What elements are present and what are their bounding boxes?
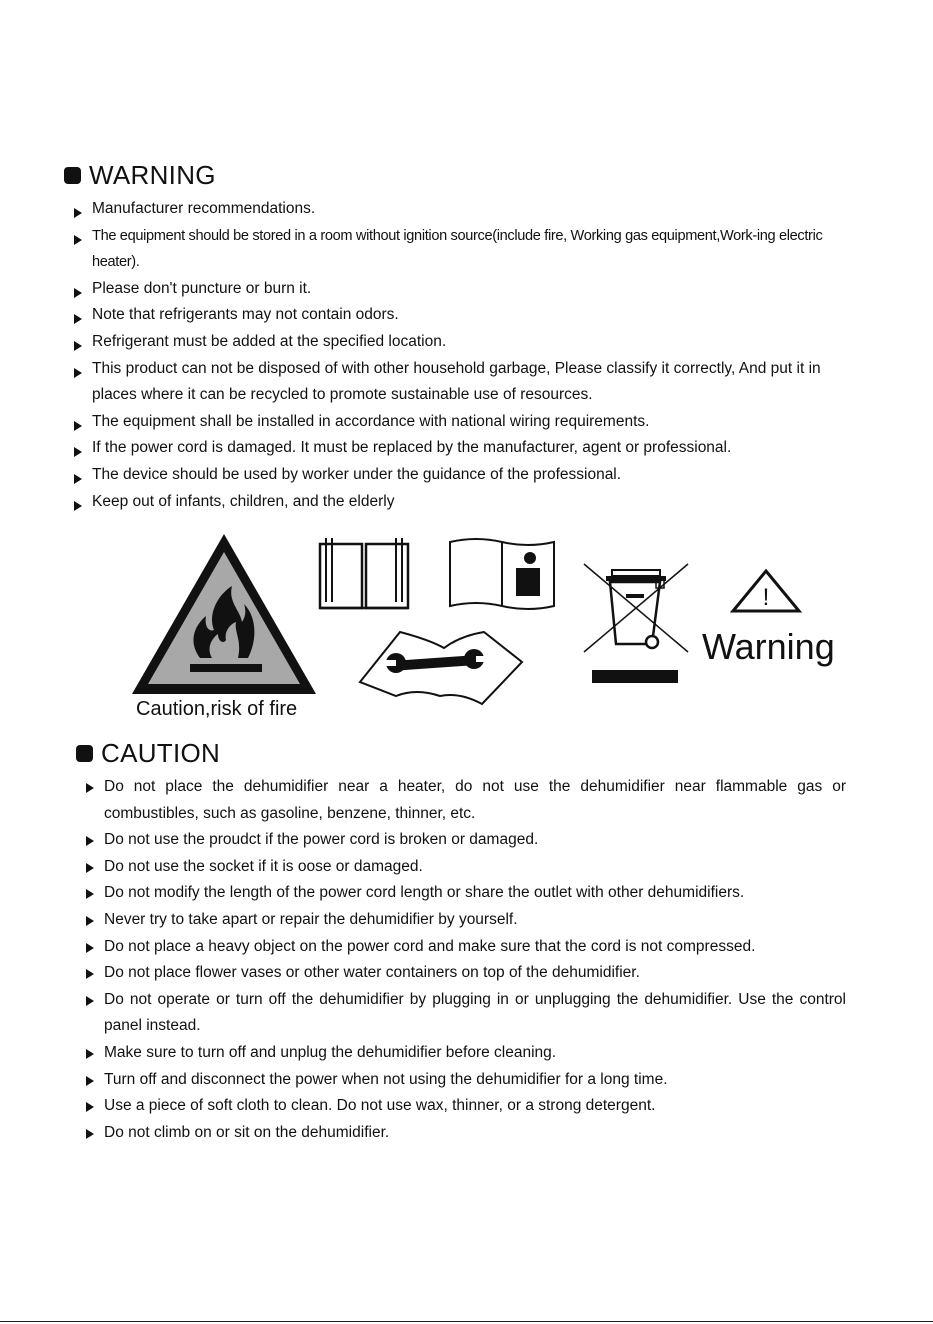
bullet-arrow-icon: [74, 421, 82, 431]
warning-item: Note that refrigerants may not contain odors.: [72, 302, 842, 329]
bullet-dot-icon: [76, 745, 93, 762]
caution-item: Never try to take apart or repair the dehumidifier by yourself.: [84, 907, 846, 934]
info-letter: i: [528, 591, 529, 593]
bullet-arrow-icon: [86, 969, 94, 979]
caution-item: Turn off and disconnect the power when not using the dehumidifier for a long time.: [84, 1067, 846, 1094]
warning-word: Warning: [702, 626, 835, 667]
bullet-arrow-icon: [86, 916, 94, 926]
bullet-arrow-icon: [86, 1102, 94, 1112]
bullet-arrow-icon: [86, 1049, 94, 1059]
caution-item: Do not place flower vases or other water containers on top of the dehumidifier.: [84, 960, 846, 987]
bullet-arrow-icon: [74, 447, 82, 457]
service-manual-icon: [356, 626, 526, 708]
warning-item: Manufacturer recommendations.: [72, 196, 842, 223]
warning-item: The device should be used by worker under the guidance of the professional.: [72, 462, 842, 489]
caution-item: Do not place a heavy object on the power cord and make sure that the cord is not compressed.: [84, 934, 846, 961]
warning-heading: [64, 160, 216, 191]
caution-list: [84, 774, 846, 1146]
caution-heading: [76, 738, 220, 769]
information-manual-icon: [446, 536, 558, 612]
bullet-arrow-icon: [86, 889, 94, 899]
bullet-arrow-icon: [74, 235, 82, 245]
bullet-arrow-icon: [74, 368, 82, 378]
warning-item: Keep out of infants, children, and the elderly: [72, 489, 842, 516]
bullet-arrow-icon: [86, 863, 94, 873]
warning-title: WARNING: [89, 160, 216, 190]
bullet-arrow-icon: [74, 341, 82, 351]
bullet-arrow-icon: [86, 996, 94, 1006]
bullet-arrow-icon: [74, 501, 82, 511]
warning-item: The equipment shall be installed in accordance with national wiring requirements.: [72, 409, 842, 436]
bullet-arrow-icon: [86, 836, 94, 846]
bullet-arrow-icon: [74, 208, 82, 218]
page-bottom-rule: [0, 1321, 933, 1322]
bullet-arrow-icon: [86, 783, 94, 793]
bullet-arrow-icon: [74, 474, 82, 484]
caution-item: Do not use the socket if it is oose or damaged.: [84, 854, 846, 881]
bullet-arrow-icon: [86, 943, 94, 953]
caution-item: Do not use the proudct if the power cord is broken or damaged.: [84, 827, 846, 854]
bullet-arrow-icon: [86, 1129, 94, 1139]
caution-item: Use a piece of soft cloth to clean. Do not use wax, thinner, or a strong detergent.: [84, 1093, 846, 1120]
crossed-bin-icon: [580, 560, 692, 686]
caution-item: Make sure to turn off and unplug the dehumidifier before cleaning.: [84, 1040, 846, 1067]
warning-mark: !: [762, 584, 770, 611]
read-manual-icon: [316, 534, 412, 612]
bullet-arrow-icon: [86, 1076, 94, 1086]
warning-list: [72, 196, 842, 515]
caution-item: Do not place the dehumidifier near a heater, do not use the dehumidifier near flammable gas or combustibles, such as gasoline, benzene, thinner, etc.: [84, 774, 846, 827]
warning-item: If the power cord is damaged. It must be replaced by the manufacturer, agent or professional.: [72, 435, 842, 462]
caution-item: Do not modify the length of the power cord length or share the outlet with other dehumidifiers.: [84, 880, 846, 907]
bullet-arrow-icon: [74, 288, 82, 298]
caution-item: Do not climb on or sit on the dehumidifier.: [84, 1120, 846, 1147]
warning-item: Refrigerant must be added at the specified location.: [72, 329, 842, 356]
warning-item: Please don't puncture or burn it.: [72, 276, 842, 303]
flammable-warning-icon: [128, 530, 320, 698]
fire-caption: Caution,risk of fire: [136, 698, 298, 720]
warning-item: This product can not be disposed of with other household garbage, Please classify it correctly, And put it in places where it can be recycled to promote sustainable use of resources.: [72, 356, 842, 409]
bullet-arrow-icon: [74, 314, 82, 324]
caution-title: CAUTION: [101, 738, 221, 768]
warning-item: The equipment should be stored in a room without ignition source(include fire, Working gas equipment,Work-ing electric heater).: [72, 223, 842, 276]
caution-item: Do not operate or turn off the dehumidifier by plugging in or unplugging the dehumidifier. Use the control panel instead.: [84, 987, 846, 1040]
bullet-dot-icon: [64, 167, 81, 184]
warning-triangle-icon: [730, 568, 802, 614]
